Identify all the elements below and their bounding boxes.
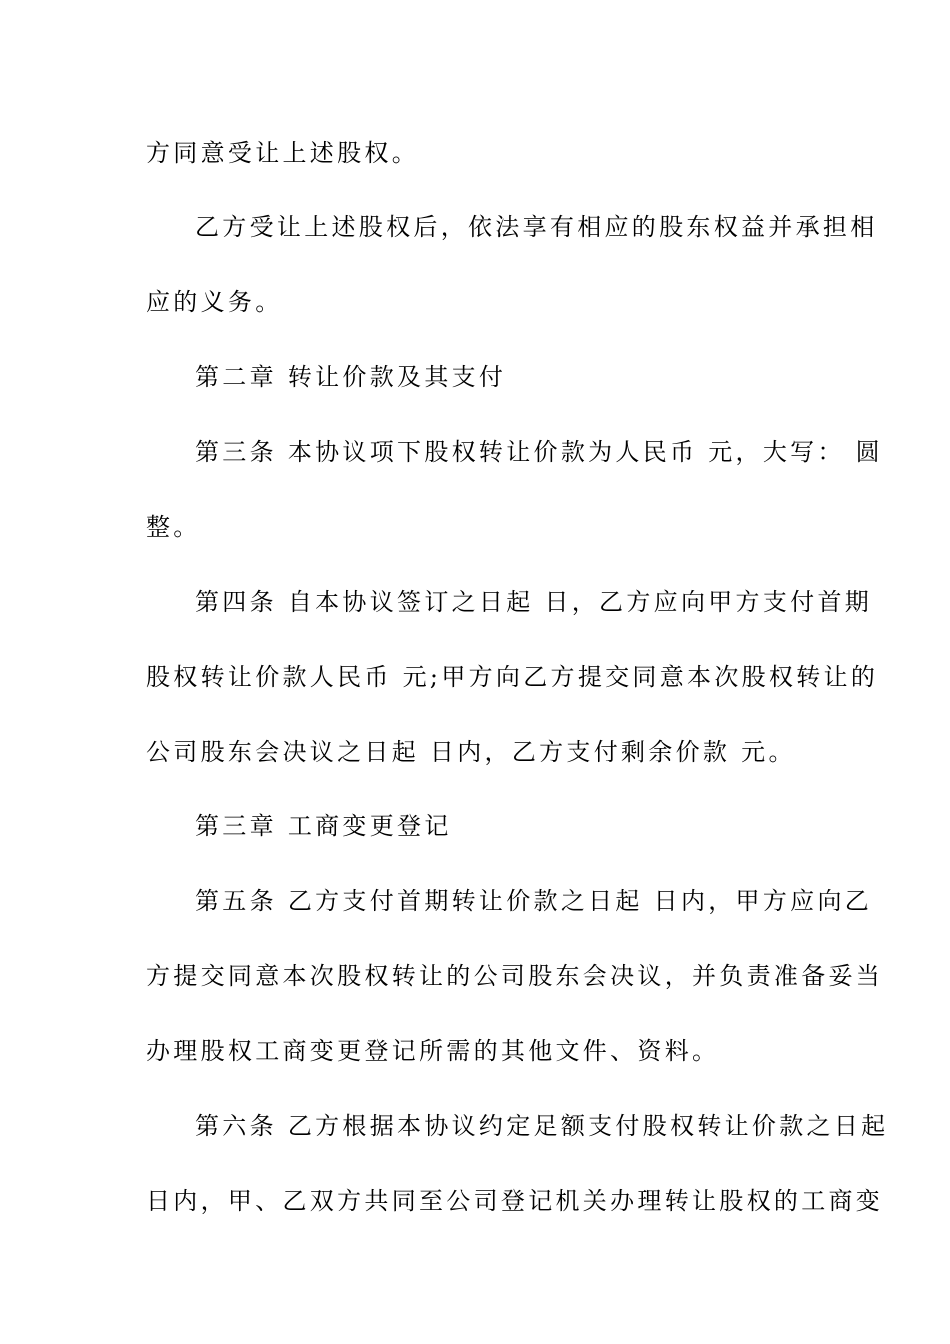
article-4-line-2: 股权转让价款人民币 元;甲方向乙方提交同意本次股权转让的 xyxy=(146,663,879,691)
chapter-heading-2: 第二章 转让价款及其支付 xyxy=(195,363,507,391)
paragraph-line-2: 乙方受让上述股权后，依法享有相应的股东权益并承担相 xyxy=(195,213,878,241)
article-6-line-1: 第六条 乙方根据本协议约定足额支付股权转让价款之日起 xyxy=(195,1112,889,1140)
article-3-line-2: 整。 xyxy=(146,513,201,541)
article-5-line-1: 第五条 乙方支付首期转让价款之日起 日内，甲方应向乙 xyxy=(195,887,873,915)
article-5-line-3: 办理股权工商变更登记所需的其他文件、资料。 xyxy=(146,1037,720,1065)
article-6-line-2: 日内，甲、乙双方共同至公司登记机关办理转让股权的工商变 xyxy=(146,1187,884,1215)
article-5-line-2: 方提交同意本次股权转让的公司股东会决议，并负责准备妥当 xyxy=(146,962,884,990)
article-4-line-1: 第四条 自本协议签订之日起 日，乙方应向甲方支付首期 xyxy=(195,588,873,616)
article-4-line-3: 公司股东会决议之日起 日内，乙方支付剩余价款 元。 xyxy=(146,738,796,766)
article-3-line-1: 第三条 本协议项下股权转让价款为人民币 元，大写： 圆 xyxy=(195,438,883,466)
paragraph-line-1: 方同意受让上述股权。 xyxy=(146,139,419,167)
paragraph-line-3: 应的义务。 xyxy=(146,288,283,316)
chapter-heading-3: 第三章 工商变更登记 xyxy=(195,812,452,840)
